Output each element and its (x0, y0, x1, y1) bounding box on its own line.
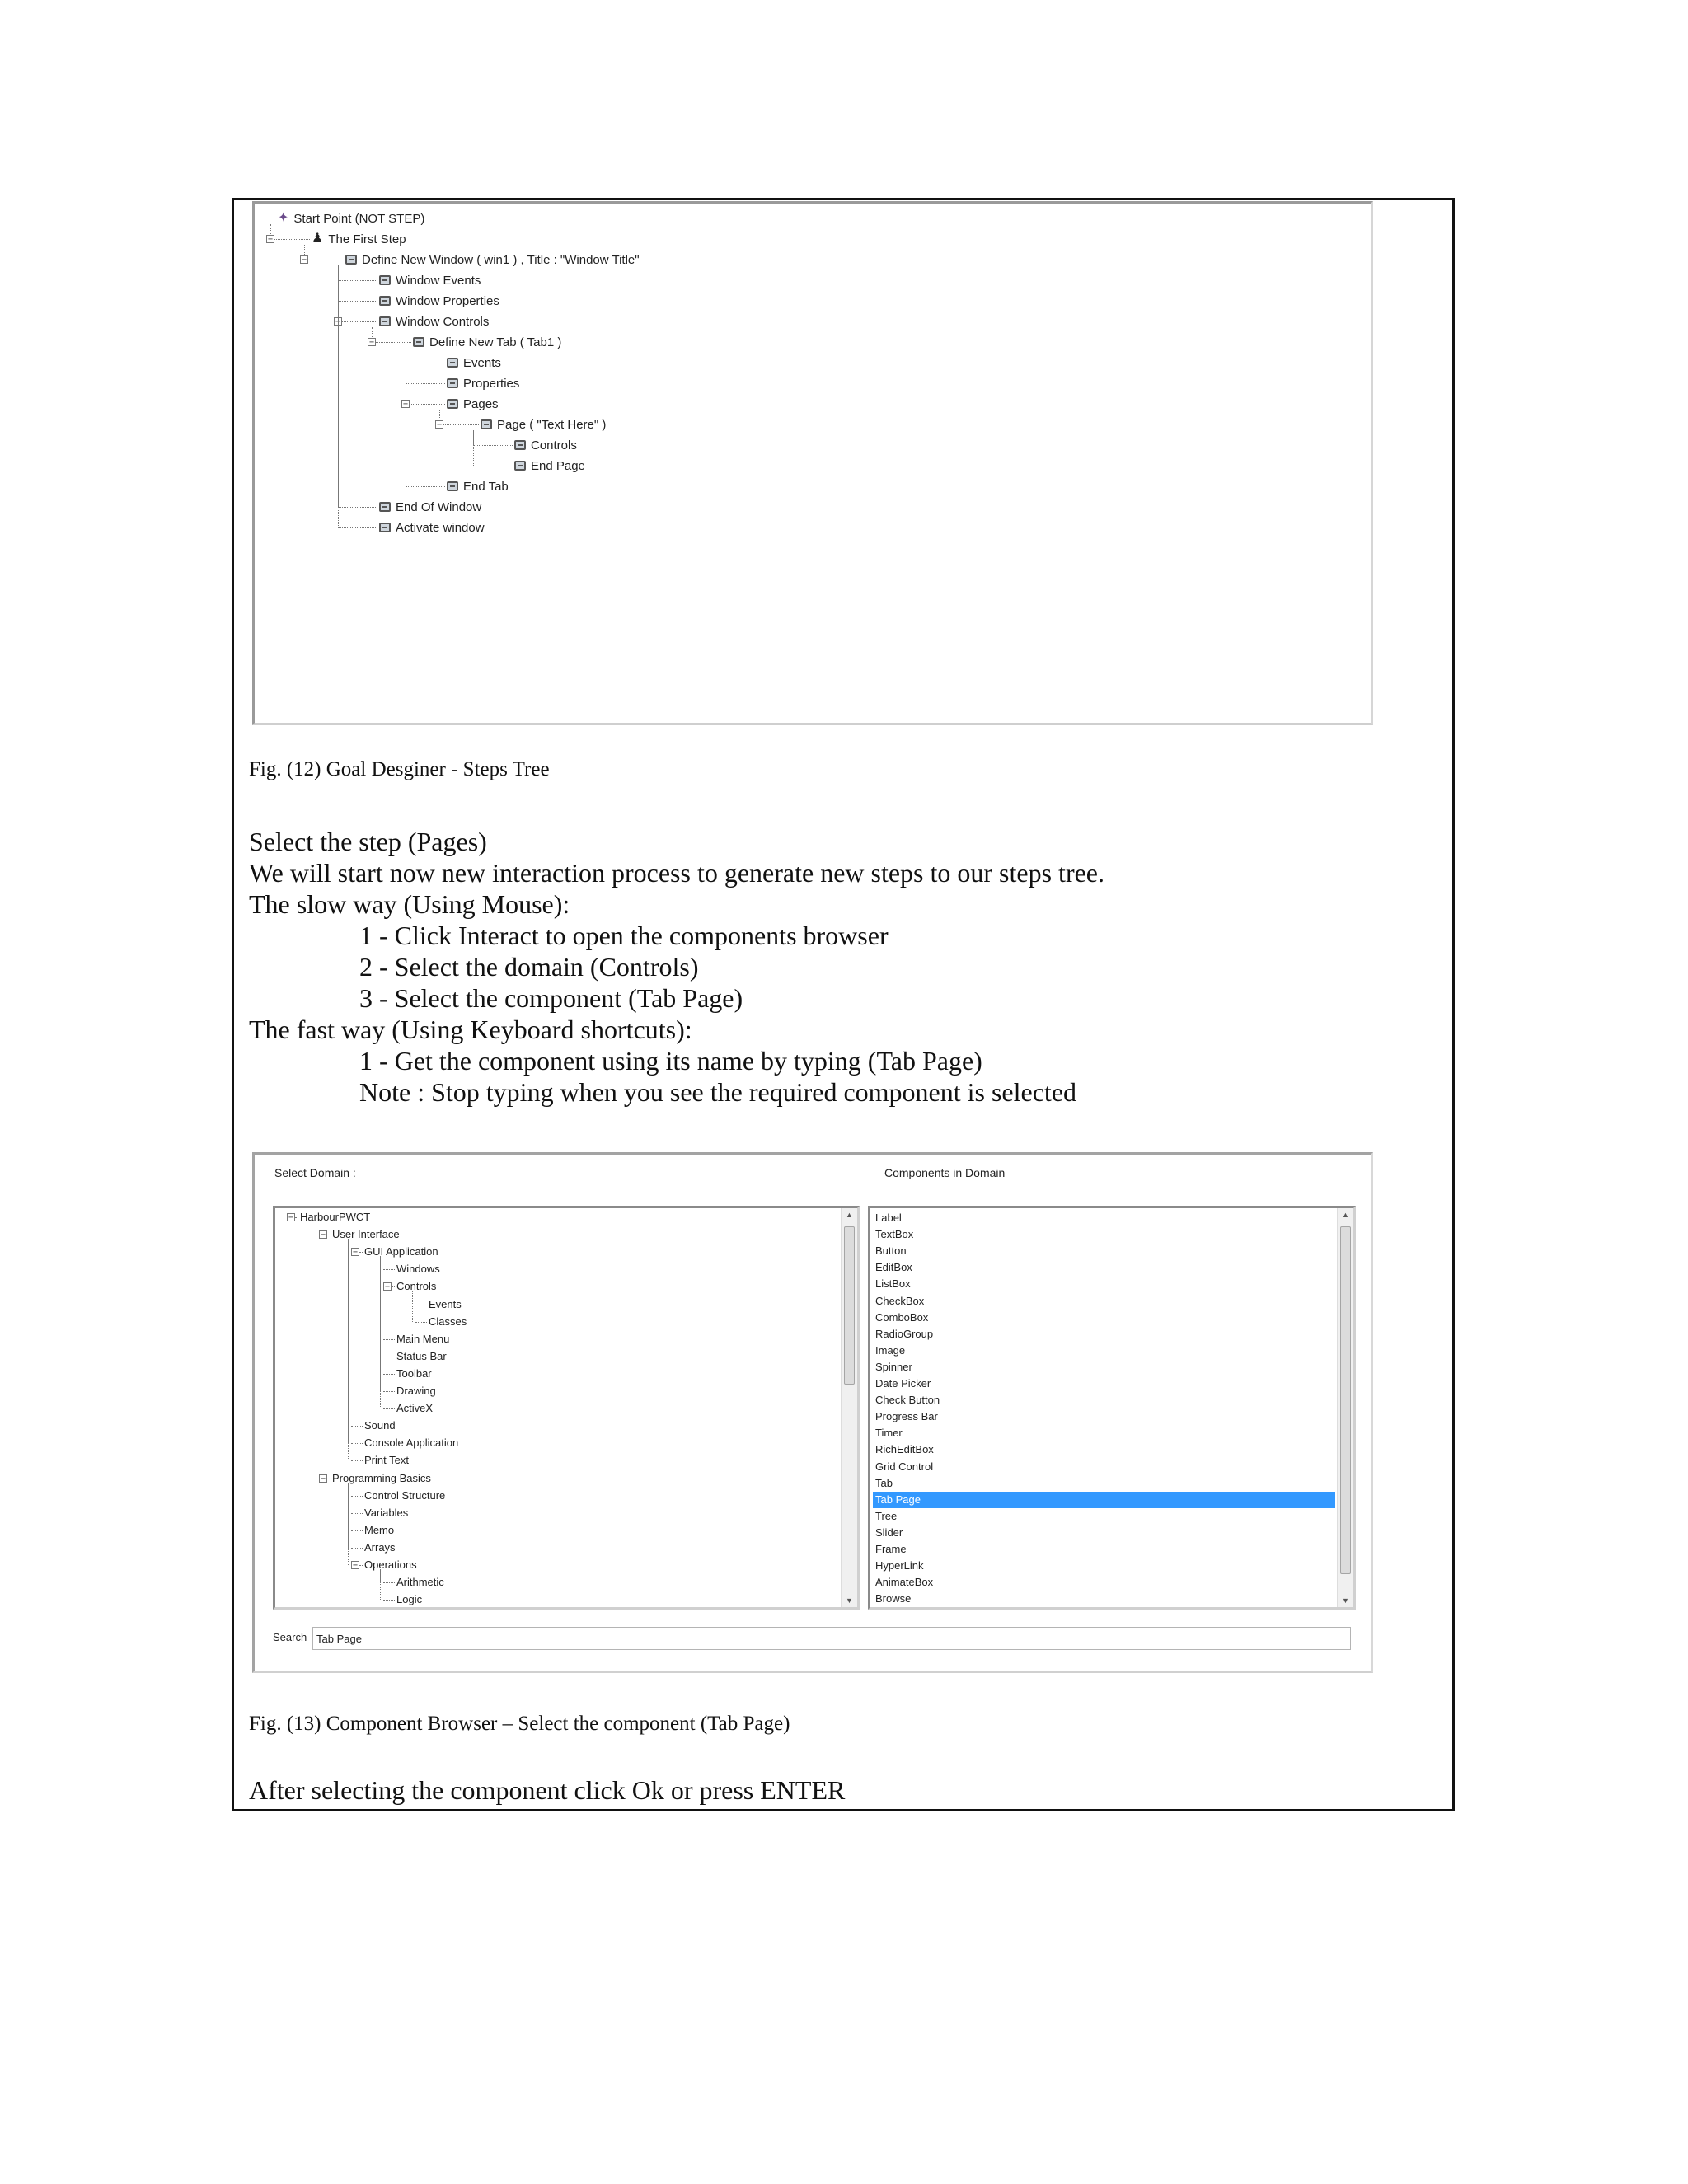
component-list-item[interactable]: Browse (875, 1592, 912, 1605)
component-list-item[interactable]: Spinner (875, 1360, 912, 1373)
tree-connector (383, 1582, 395, 1583)
instruction-intro: We will start now new interaction process to generate new steps to our steps tree. (249, 858, 1104, 888)
components-list-scrollbar[interactable] (1337, 1208, 1353, 1607)
tree-step-label: Events (463, 355, 501, 370)
tree-connector (439, 424, 479, 425)
domain-tree-item[interactable]: Arrays (364, 1540, 396, 1554)
tree-step-item[interactable] (447, 352, 501, 373)
tree-step-item[interactable] (379, 517, 485, 538)
component-list-item[interactable]: AnimateBox (875, 1576, 934, 1589)
component-list-item[interactable]: ListBox (875, 1277, 911, 1291)
collapse-icon[interactable]: − (352, 1561, 359, 1570)
collapse-icon[interactable]: − (436, 420, 443, 429)
domain-tree-item[interactable]: Drawing (396, 1385, 436, 1397)
scroll-down-arrow-icon[interactable]: ▼ (1342, 1596, 1349, 1605)
step-icon (413, 337, 424, 347)
tree-connector (351, 1548, 363, 1549)
scroll-down-arrow-icon[interactable]: ▼ (846, 1596, 853, 1605)
tree-step-item[interactable] (481, 414, 606, 435)
component-list-item[interactable]: Image (875, 1343, 906, 1357)
scrollbar-thumb[interactable] (844, 1226, 855, 1385)
instruction-select-step: Select the step (Pages) (249, 827, 487, 856)
collapse-icon[interactable]: − (352, 1248, 359, 1258)
tree-connector (351, 1460, 363, 1461)
component-browser-window (252, 1152, 1373, 1673)
select-domain-label: Select Domain : (274, 1166, 356, 1179)
domain-tree-item[interactable]: Classes (429, 1315, 467, 1328)
component-list-item[interactable]: Check Button (875, 1394, 940, 1407)
scroll-up-arrow-icon[interactable]: ▲ (1342, 1211, 1349, 1219)
tree-step-label: Controls (531, 438, 577, 452)
tree-step-label: Define New Window ( win1 ) , Title : "Window Title" (362, 252, 640, 267)
tree-connector (406, 486, 445, 487)
tree-connector (383, 1269, 395, 1270)
tree-step-item[interactable] (312, 228, 406, 250)
tree-connector (359, 1565, 363, 1566)
domain-tree-item[interactable]: Controls (396, 1280, 437, 1293)
step-icon (379, 523, 391, 532)
tree-step-label: Window Controls (396, 314, 490, 329)
component-list-item[interactable]: EditBox (875, 1261, 912, 1274)
tree-connector (392, 1286, 395, 1287)
tree-step-item[interactable] (447, 476, 509, 497)
tree-connector (383, 1374, 395, 1375)
fast-way-heading: The fast way (Using Keyboard shortcuts): (249, 1015, 692, 1044)
step-icon (379, 502, 391, 512)
domain-tree-item[interactable]: Memo (364, 1523, 395, 1536)
tree-connector (380, 1256, 381, 1408)
tree-connector (348, 1239, 349, 1460)
collapse-icon[interactable]: − (288, 1213, 294, 1222)
component-list-item[interactable]: RadioGroup (875, 1327, 934, 1340)
person-icon: ♟ (312, 232, 324, 246)
component-list-item[interactable]: RichEditBox (875, 1443, 934, 1456)
domain-tree-item[interactable]: Toolbar (396, 1366, 432, 1380)
domain-tree-item[interactable]: User Interface (332, 1228, 400, 1241)
tree-connector (351, 1530, 363, 1531)
tree-connector (351, 1513, 363, 1514)
tree-connector (383, 1339, 395, 1340)
domain-tree-item[interactable]: Arithmetic (396, 1576, 444, 1589)
domain-tree-item[interactable]: Status Bar (396, 1349, 447, 1362)
component-list-item[interactable]: Button (875, 1244, 907, 1258)
tree-connector (270, 239, 310, 240)
tree-connector (415, 1322, 427, 1323)
tree-step-label: The First Step (328, 232, 406, 246)
search-input[interactable] (312, 1627, 1351, 1650)
tree-step-label: Window Properties (396, 293, 499, 308)
domain-tree-item[interactable]: Operations (364, 1558, 417, 1571)
tree-connector (295, 1217, 298, 1218)
collapse-icon[interactable]: − (368, 338, 375, 347)
tree-step-item[interactable] (278, 208, 424, 229)
tree-connector (383, 1391, 395, 1392)
tree-step-item[interactable] (447, 373, 519, 394)
tree-step-label: Pages (463, 396, 499, 411)
tree-connector (338, 301, 377, 302)
collapse-icon[interactable]: − (320, 1230, 326, 1240)
figure-13-caption: Fig. (13) Component Browser – Select the component (Tab Page) (249, 1713, 790, 1735)
tree-step-label: Properties (463, 376, 520, 391)
step-icon (447, 378, 458, 388)
domain-tree-item[interactable]: HarbourPWCT (300, 1211, 371, 1223)
tree-step-item[interactable] (413, 331, 561, 353)
tree-connector (380, 1569, 381, 1600)
scroll-up-arrow-icon[interactable]: ▲ (846, 1211, 853, 1219)
tree-step-label: End Of Window (396, 499, 482, 514)
tree-step-label: Page ( "Text Here" ) (497, 417, 607, 432)
collapse-icon[interactable]: − (320, 1474, 326, 1483)
component-list-item[interactable]: Tree (875, 1509, 898, 1522)
tree-connector (338, 527, 377, 528)
domain-tree-item[interactable]: Console Application (364, 1436, 459, 1450)
fast-step-note: Note : Stop typing when you see the required component is selected (359, 1077, 1077, 1107)
domain-tree-item[interactable]: Events (429, 1297, 462, 1310)
collapse-icon[interactable]: − (301, 255, 307, 265)
scrollbar-thumb[interactable] (1340, 1226, 1351, 1574)
tree-step-item[interactable] (379, 496, 481, 518)
step-icon (379, 296, 391, 306)
selected-component-item[interactable]: Tab Page (873, 1492, 1335, 1508)
component-list-item[interactable]: ComboBox (875, 1310, 929, 1324)
component-list-item[interactable]: Timer (875, 1427, 903, 1440)
domain-tree-item[interactable]: Logic (396, 1593, 423, 1606)
tree-step-label: Window Events (396, 273, 481, 288)
domain-tree-scrollbar[interactable] (841, 1208, 857, 1607)
tree-step-item[interactable] (447, 393, 499, 415)
tree-step-item[interactable] (345, 249, 640, 270)
domain-tree-item[interactable]: Sound (364, 1419, 396, 1432)
tree-connector (338, 265, 339, 527)
step-icon (447, 399, 458, 409)
tree-connector (338, 280, 377, 281)
step-icon (481, 419, 492, 429)
tree-step-label: End Page (531, 458, 585, 473)
steps-tree-panel[interactable] (252, 201, 1373, 725)
tree-connector (473, 430, 474, 466)
tree-step-label: Activate window (396, 520, 485, 535)
slow-way-heading: The slow way (Using Mouse): (249, 889, 570, 919)
start-point-icon: ✦ (278, 211, 289, 225)
collapse-icon[interactable]: − (335, 317, 341, 326)
domain-tree-item[interactable]: ActiveX (396, 1402, 434, 1415)
component-list-item[interactable]: Frame (875, 1543, 907, 1555)
domain-tree-item[interactable]: Variables (364, 1506, 409, 1519)
step-icon (514, 461, 526, 471)
components-in-domain-label: Components in Domain (884, 1166, 1006, 1179)
domain-tree-item[interactable]: Print Text (364, 1454, 409, 1467)
step-icon (514, 440, 526, 450)
domain-tree-item[interactable]: GUI Application (364, 1245, 438, 1258)
tree-connector (338, 507, 377, 508)
component-list-item[interactable]: Tab (875, 1476, 893, 1489)
collapse-icon[interactable]: − (402, 400, 409, 409)
tree-connector (406, 404, 445, 405)
domain-tree-item[interactable]: Windows (396, 1263, 440, 1276)
domain-tree-panel[interactable] (273, 1206, 860, 1610)
tree-step-item[interactable] (379, 290, 499, 312)
tree-step-item[interactable] (514, 434, 577, 456)
tree-connector (351, 1496, 363, 1497)
collapse-icon[interactable]: − (384, 1282, 391, 1292)
tree-connector (338, 321, 377, 322)
component-list-item[interactable]: HyperLink (875, 1559, 924, 1572)
tree-step-label: Define New Tab ( Tab1 ) (429, 335, 562, 349)
step-icon (345, 255, 357, 265)
step-icon (447, 481, 458, 491)
slow-step-1: 1 - Click Interact to open the components browser (359, 921, 889, 950)
tree-step-item[interactable] (514, 455, 585, 476)
tree-step-item[interactable] (379, 269, 481, 291)
search-label: Search (273, 1631, 307, 1643)
tree-connector (351, 1443, 363, 1444)
figure-12-caption: Fig. (12) Goal Desginer - Steps Tree (249, 758, 550, 780)
component-list-item[interactable]: Progress Bar (875, 1410, 938, 1423)
tree-connector (383, 1600, 395, 1601)
domain-tree-item[interactable]: Control Structure (364, 1488, 446, 1502)
tree-connector (406, 383, 445, 384)
tree-connector (359, 1252, 363, 1253)
tree-step-label: Start Point (NOT STEP) (293, 211, 425, 226)
tree-connector (372, 342, 411, 343)
tree-step-item[interactable] (379, 311, 489, 332)
step-icon (379, 316, 391, 326)
components-list-panel[interactable] (868, 1206, 1356, 1610)
component-list-item[interactable]: Grid Control (875, 1460, 934, 1473)
component-list-item[interactable]: CheckBox (875, 1294, 925, 1307)
tree-connector (383, 1408, 395, 1409)
tree-step-label: End Tab (463, 479, 509, 494)
fast-step-1: 1 - Get the component using its name by typing (Tab Page) (359, 1046, 982, 1076)
step-icon (447, 358, 458, 368)
tree-connector (348, 1483, 349, 1566)
step-icon (379, 275, 391, 285)
component-list-item[interactable]: TextBox (875, 1228, 914, 1241)
component-list-item[interactable]: Label (875, 1212, 902, 1224)
collapse-icon[interactable]: − (267, 235, 274, 244)
tree-connector (412, 1291, 413, 1321)
slow-step-2: 2 - Select the domain (Controls) (359, 952, 699, 982)
tree-connector (473, 445, 513, 446)
domain-tree-item[interactable]: Main Menu (396, 1332, 450, 1345)
domain-tree-item[interactable]: Programming Basics (332, 1471, 431, 1484)
closing-instruction: After selecting the component click Ok or press ENTER (249, 1775, 846, 1805)
tree-connector (351, 1426, 363, 1427)
slow-step-3: 3 - Select the component (Tab Page) (359, 983, 743, 1013)
component-list-item[interactable]: Slider (875, 1526, 903, 1539)
component-list-item[interactable]: Date Picker (875, 1377, 931, 1390)
